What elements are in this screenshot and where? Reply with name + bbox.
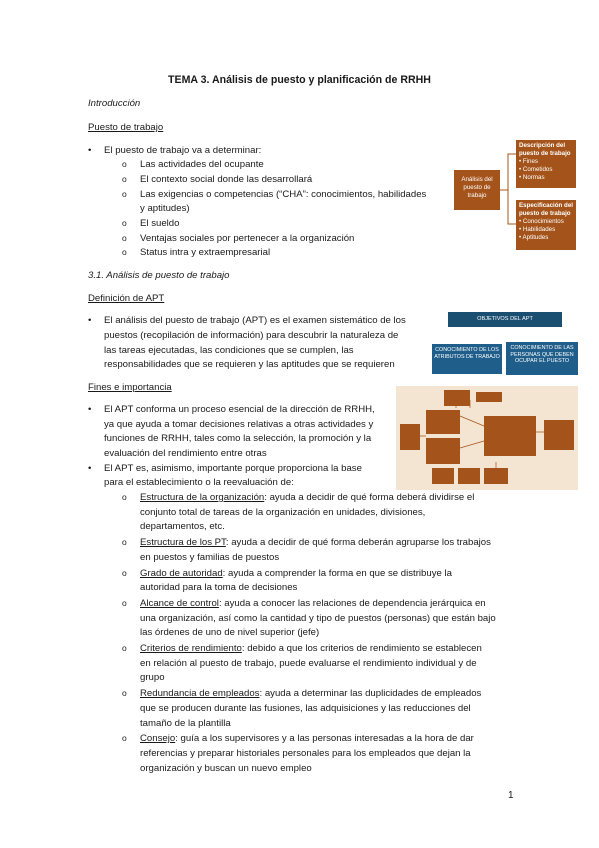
list-item-term: Alcance de control [140, 597, 219, 609]
list-item [140, 596, 530, 611]
list-item [140, 580, 530, 595]
list-item: El contexto social donde las desarrollará [140, 174, 313, 185]
list-item-text: en relación al puesto de trabajo, puede evaluarse el rendimiento individual y de [140, 657, 477, 669]
list-item-term: Criterios de rendimiento [140, 643, 242, 654]
list-item-text: : ayuda a decidir de qué forma deberán agruparse los trabajos [225, 537, 491, 549]
page-number: 1 [508, 790, 514, 801]
especificacion-title: Especificación del puesto de trabajo [519, 202, 573, 217]
process-box [400, 424, 420, 450]
process-box [426, 410, 460, 434]
fines-line: ya que ayuda a tomar decisiones relativas a otras actividades y [104, 419, 374, 430]
bullet: o [122, 567, 127, 578]
list-item-text: grupo [140, 672, 165, 684]
list-item [140, 550, 530, 565]
list-item-text: autoridad para la toma de decisiones [140, 582, 298, 594]
section-heading: 3.1. Análisis de puesto de trabajo [88, 270, 230, 281]
bullet: o [122, 688, 127, 699]
definicion-heading: Definición de APT [88, 293, 165, 304]
personas-box: CONOCIMIENTO DE LAS PERSONAS QUE DEBEN OCUPAR EL PUESTO [506, 342, 578, 375]
especificacion-box [516, 200, 576, 250]
process-box [432, 468, 454, 484]
descripcion-item: • Cometidos [519, 166, 553, 173]
list-item [140, 535, 530, 550]
bullet: o [122, 492, 127, 502]
bullet: o [122, 189, 127, 199]
bullet: o [122, 597, 127, 608]
list-item [140, 641, 530, 656]
list-item-text: : ayuda a comprender la forma en que se distribuye la [222, 567, 452, 579]
list-item-text: conjunto total de tareas de la organización en unidades, divisiones, [140, 506, 426, 518]
list-item: y aptitudes) [140, 203, 190, 214]
intro-heading: Introducción [88, 98, 141, 109]
fines-line: funciones de RRHH, tales como la selección, la promoción y la [104, 433, 372, 444]
list-item-term: Redundancia de empleados [140, 688, 260, 700]
objetivos-diagram [432, 312, 578, 376]
fines-line: para el establecimiento o la reevaluación de: [104, 477, 294, 488]
bullet: • [88, 463, 92, 474]
descripcion-title: Descripción del puesto de trabajo [519, 142, 571, 157]
process-box [426, 438, 460, 464]
bullet: • [88, 145, 92, 156]
bullet: o [122, 537, 127, 548]
list-item-text: una organización, así como la cantidad y tipo de puestos (personas) que están bajo [140, 612, 496, 624]
list-item [140, 611, 530, 626]
list-item-text: : debido a que los criterios de rendimiento se establecen [241, 643, 482, 654]
fines-heading: Fines e importancia [88, 382, 172, 393]
list-item-text: tamaño de la plantilla [140, 717, 231, 729]
puesto-lead: El puesto de trabajo va a determinar: [104, 145, 262, 156]
list-item: Ventajas sociales por pertenecer a la organización [140, 233, 355, 244]
descripcion-item: • Normas [519, 174, 545, 181]
bullet: o [122, 247, 127, 257]
definicion-line: responsabilidades que se requieren y las aptitudes que se requieren [104, 359, 395, 370]
list-item: Status intra y extraempresarial [140, 247, 271, 258]
list-item [140, 701, 530, 716]
list-item-text: referencias y preparar historiales personales para los empleados que dejan la [140, 747, 471, 759]
fines-line: El APT es, asimismo, importante porque proporciona la base [104, 463, 362, 474]
bullet: • [88, 404, 92, 415]
list-item-text: en puestos y familias de puestos [140, 551, 280, 563]
list-item-term: Estructura de los PT [140, 537, 226, 549]
especificacion-item: • Conocimientos [519, 218, 564, 225]
list-item [140, 656, 530, 671]
list-item-term: Grado de autoridad [140, 567, 223, 579]
list-item [140, 716, 530, 731]
apt-diagram [446, 140, 576, 260]
page-title: TEMA 3. Análisis de puesto y planificación de RRHH [168, 74, 431, 86]
descripcion-item: • Fines [519, 158, 539, 165]
process-box [444, 390, 470, 406]
bullet: • [88, 315, 92, 326]
descripcion-box [516, 140, 576, 188]
list-item [140, 566, 530, 581]
list-item: El sueldo [140, 218, 180, 229]
list-item-text: : ayuda a determinar las duplicidades de empleados [259, 688, 482, 700]
list-item-text: departamentos, etc. [140, 521, 225, 533]
list-item-text: organización y buscan un nuevo empleo [140, 762, 312, 774]
process-box [544, 420, 574, 450]
atributos-box: CONOCIMIENTO DE LOS ATRIBUTOS DE TRABAJO [432, 344, 502, 374]
list-item [140, 686, 530, 701]
list-item-text: : guía a los supervisores y a las personas interesadas a la hora de dar [175, 733, 474, 745]
definicion-line: puestos (recopilación de información) para descubrir la naturaleza de [104, 330, 399, 341]
process-box [484, 416, 536, 456]
bullet: o [122, 643, 127, 653]
fines-line: El APT conforma un proceso esencial de la dirección de RRHH, [104, 404, 375, 415]
process-box [476, 392, 502, 402]
list-item-text: : ayuda a decidir de qué forma deberá dividirse el [264, 492, 475, 503]
bullet: o [122, 218, 127, 228]
process-box [484, 468, 508, 484]
list-item [140, 490, 530, 505]
process-box [458, 468, 480, 484]
bullet: o [122, 733, 127, 744]
list-item-term: Estructura de la organización [140, 492, 265, 503]
list-item-text: que se producen durante las fusiones, las adquisiciones y las reducciones del [140, 702, 471, 714]
especificacion-item: • Aptitudes [519, 234, 549, 241]
list-item [140, 746, 530, 761]
especificacion-item: • Habilidades [519, 226, 556, 233]
list-item: Las exigencias o competencias (“CHA”: conocimientos, habilidades [140, 189, 427, 200]
bullet: o [122, 233, 127, 243]
list-item: Las actividades del ocupante [140, 159, 264, 170]
list-item [140, 505, 530, 520]
process-diagram [396, 386, 578, 490]
list-item [140, 670, 530, 685]
list-item [140, 761, 530, 776]
list-item-text: las órdenes de uno de nivel superior (jefe) [140, 627, 320, 639]
fines-line: evaluación del rendimiento entre otras [104, 448, 267, 459]
list-item-term: Consejo [140, 733, 176, 745]
puesto-heading: Puesto de trabajo [88, 122, 164, 133]
list-item [140, 519, 530, 534]
definicion-line: las tareas ejecutadas, las condiciones que se cumplen, las [104, 345, 354, 356]
list-item-text: : ayuda a conocer las relaciones de dependencia jerárquica en [218, 597, 486, 609]
list-item [140, 625, 530, 640]
objetivos-box: OBJETIVOS DEL APT [448, 312, 562, 327]
bullet: o [122, 159, 127, 169]
definicion-line: El análisis del puesto de trabajo (APT) es el examen sistemático de los [104, 315, 406, 326]
list-item [140, 731, 530, 746]
apt-center-box: Análisis del puesto de trabajo [454, 170, 500, 210]
bullet: o [122, 174, 127, 184]
